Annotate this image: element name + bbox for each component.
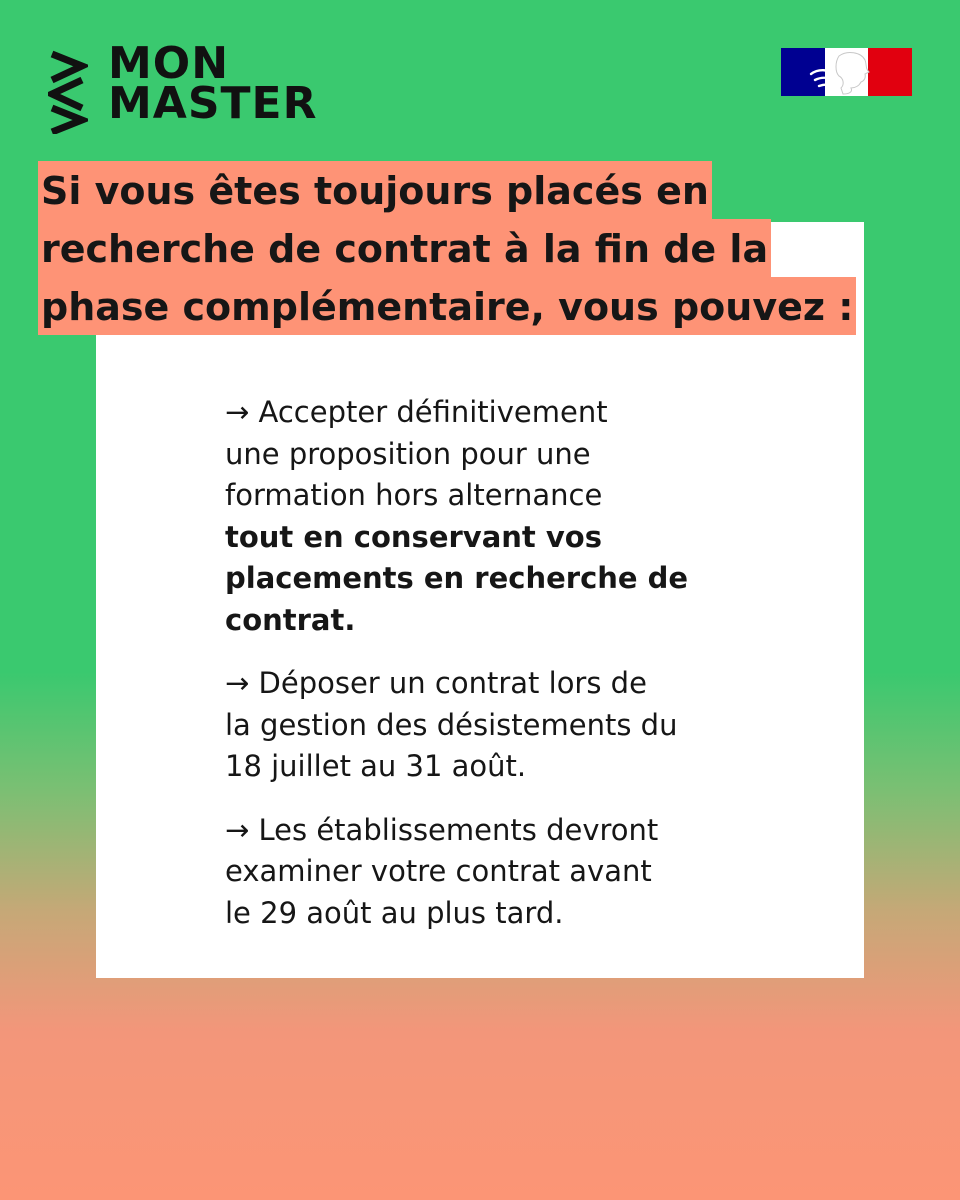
logo-line-1: MON bbox=[108, 38, 230, 89]
headline-line-1: Si vous êtes toujours placés en bbox=[38, 161, 712, 219]
headline-line-2: recherche de contrat à la fin de la bbox=[38, 219, 771, 277]
list-item-text: → Déposer un contrat lors de la gestion des désistements du 18 juillet au 31 août. bbox=[225, 666, 678, 783]
list-item bbox=[225, 810, 825, 935]
list-item bbox=[225, 392, 825, 641]
list-item-text: → Accepter définitivement une proposition pour une formation hors alternance bbox=[225, 395, 608, 512]
logo-line-2: MASTER bbox=[108, 78, 318, 129]
mon-master-logo bbox=[48, 38, 348, 136]
headline bbox=[38, 162, 868, 336]
marianne-logo-icon bbox=[781, 48, 912, 96]
logo-wordmark bbox=[108, 38, 318, 129]
list-item-bold-text: tout en conservant vos placements en recherche de contrat. bbox=[225, 519, 689, 637]
mon-master-mark-icon bbox=[48, 50, 88, 134]
list-item bbox=[225, 663, 825, 788]
options-list bbox=[225, 392, 825, 956]
headline-line-3: phase complémentaire, vous pouvez : bbox=[38, 277, 856, 335]
list-item-text: → Les établissements devront examiner votre contrat avant le 29 août au plus tard. bbox=[225, 812, 659, 930]
